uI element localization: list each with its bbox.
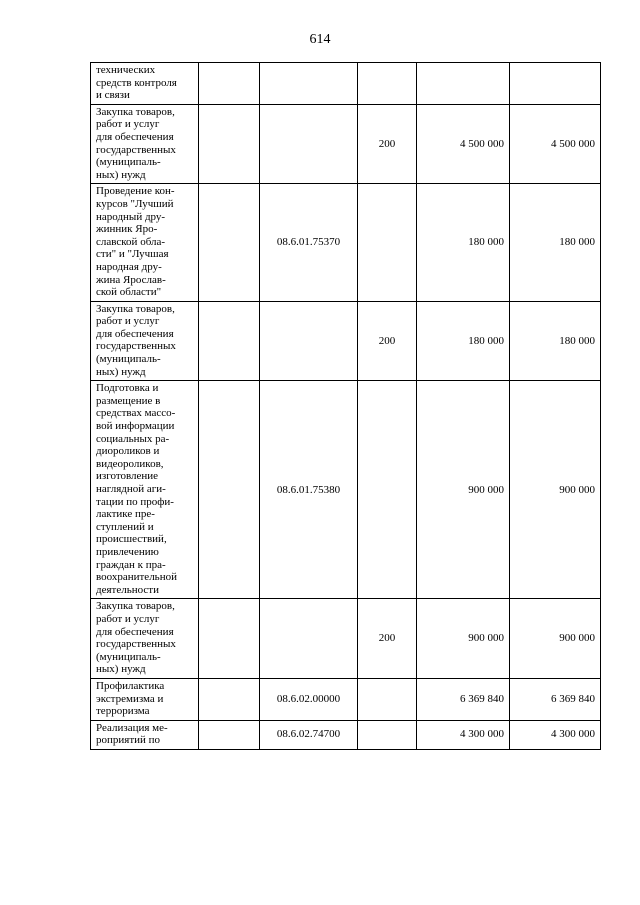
row-amount-1: 180 000 [417,301,510,381]
row-group [199,678,260,720]
table-row [91,104,601,184]
table-row [91,184,601,301]
row-name: Реализация ме- роприятий по [91,720,199,749]
row-code [260,63,358,105]
budget-table-body [91,63,601,750]
row-amount-1: 180 000 [417,184,510,301]
row-code: 08.6.02.74700 [260,720,358,749]
row-expense-kind [358,184,417,301]
row-code: 08.6.01.75370 [260,184,358,301]
page-number: 614 [309,32,331,47]
row-code [260,599,358,679]
row-name: Профилактика экстремизма и терроризма [91,678,199,720]
row-amount-2: 6 369 840 [510,678,601,720]
row-expense-kind: 200 [358,599,417,679]
row-expense-kind: 200 [358,301,417,381]
row-amount-2: 900 000 [510,381,601,599]
table-row [91,301,601,381]
row-expense-kind [358,63,417,105]
table-row [91,381,601,599]
table-row [91,720,601,749]
row-amount-1: 900 000 [417,381,510,599]
row-amount-2 [510,63,601,105]
row-amount-1: 4 300 000 [417,720,510,749]
table-row [91,599,601,679]
row-amount-2: 4 500 000 [510,104,601,184]
row-expense-kind: 200 [358,104,417,184]
row-amount-1: 900 000 [417,599,510,679]
row-name: Подготовка и размещение в средствах массо- вой информации социальных ра- диороликов и видеороликов, изготовление наглядной аги- тации по профи- лактике пре- ступлений и происшествий, привлечению граждан к пра- воохранительной деятельности [91,381,199,599]
row-name: Закупка товаров, работ и услуг для обеспечения государственных (муниципаль- ных) нужд [91,301,199,381]
row-code [260,301,358,381]
row-expense-kind [358,678,417,720]
row-amount-1: 6 369 840 [417,678,510,720]
row-code [260,104,358,184]
row-amount-1 [417,63,510,105]
row-expense-kind [358,381,417,599]
row-code: 08.6.02.00000 [260,678,358,720]
row-amount-2: 180 000 [510,184,601,301]
row-name: Проведение кон- курсов "Лучший народный дру- жинник Яро- славской обла- сти" и "Лучшая народная дру- жина Ярослав- ской области" [91,184,199,301]
table-row [91,63,601,105]
row-name: Закупка товаров, работ и услуг для обеспечения государственных (муниципаль- ных) нужд [91,104,199,184]
row-group [199,63,260,105]
row-amount-2: 4 300 000 [510,720,601,749]
row-amount-2: 180 000 [510,301,601,381]
row-group [199,599,260,679]
row-group [199,720,260,749]
row-name: Закупка товаров, работ и услуг для обеспечения государственных (муниципаль- ных) нужд [91,599,199,679]
row-amount-1: 4 500 000 [417,104,510,184]
budget-table [90,62,601,750]
row-code: 08.6.01.75380 [260,381,358,599]
table-row [91,678,601,720]
row-group [199,381,260,599]
row-group [199,104,260,184]
row-name: технических средств контроля и связи [91,63,199,105]
row-amount-2: 900 000 [510,599,601,679]
row-group [199,184,260,301]
row-group [199,301,260,381]
row-expense-kind [358,720,417,749]
